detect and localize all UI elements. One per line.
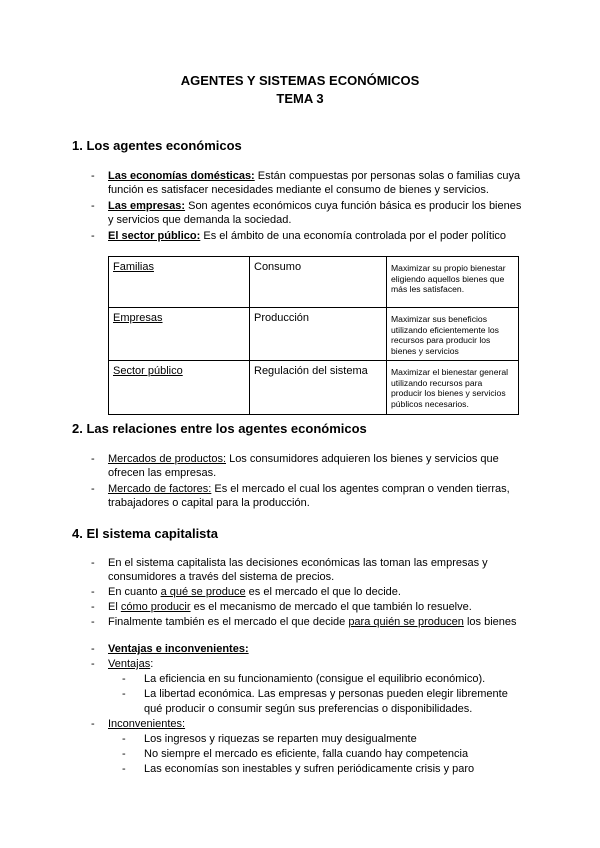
list-item (108, 452, 499, 467)
item-text: Es el mercado el cual los agentes compran o venden tierras, (211, 483, 510, 495)
document-title: AGENTES Y SISTEMAS ECONÓMICOS (180, 73, 420, 88)
term: Mercados de productos: (108, 453, 227, 465)
bullet-dash: - (91, 586, 95, 598)
term: Las economías domésticas: (108, 170, 255, 182)
pros-cons-heading: Ventajas e inconvenientes: (108, 643, 249, 655)
term: para quién se producen (348, 616, 464, 628)
goal-line: bienes y servicios (391, 345, 459, 356)
goal-line: utilizando eficientemente los (391, 324, 499, 335)
bullet-dash: - (122, 763, 126, 775)
bullet-dash: - (122, 673, 126, 685)
section-heading-capitalism: 4. El sistema capitalista (72, 526, 218, 541)
item-text: Son agentes económicos cuya función básica es producir los bienes (185, 200, 522, 212)
list-item (108, 600, 472, 615)
goal-line: Maximizar el bienestar general (391, 367, 509, 377)
label-text: Inconvenientes: (108, 718, 186, 730)
table-cell-role: Producción (250, 308, 387, 361)
bullet-dash: - (91, 170, 95, 182)
item-text: Están compuestas por personas solas o familias cuya (254, 170, 521, 182)
table-cell-role: Regulación del sistema (250, 361, 387, 415)
bullet-dash: - (91, 230, 95, 242)
table-cell-agent (109, 361, 250, 415)
label-text: Ventajas (108, 658, 151, 670)
item-text: Los consumidores adquieren los bienes y servicios que (226, 453, 499, 465)
list-item (108, 585, 401, 600)
table-cell-agent (109, 308, 250, 361)
table-row (109, 361, 519, 415)
term: Mercado de factores: (108, 483, 212, 495)
goal-line: más les satisfacen. (391, 284, 465, 294)
agent-name: Sector público (113, 365, 183, 377)
bullet-dash: - (91, 643, 95, 655)
list-item: La libertad económica. Las empresas y personas pueden elegir libremente (144, 688, 508, 700)
item-text: es el mecanismo de mercado el que también lo resuelve. (190, 601, 472, 613)
item-text: Es el ámbito de una economía controlada por el poder político (200, 230, 507, 242)
bullet-dash: - (91, 483, 95, 495)
table-cell-goal (387, 308, 519, 361)
list-item (108, 615, 517, 630)
list-item (108, 199, 521, 214)
agents-table (108, 256, 519, 415)
bullet-dash: - (122, 748, 126, 760)
item-text: El (108, 601, 121, 613)
goal-line: producir los bienes y servicios (391, 388, 506, 398)
bullet-dash: - (91, 557, 95, 569)
section-heading-relations: 2. Las relaciones entre los agentes económicos (72, 421, 367, 436)
bullet-dash: - (91, 601, 95, 613)
agent-name: Empresas (113, 312, 163, 324)
item-text: es el mercado el que lo decide. (245, 586, 401, 598)
list-item: No siempre el mercado es eficiente, falla cuando hay competencia (144, 748, 469, 760)
term: cómo producir (120, 601, 191, 613)
table-cell-agent (109, 257, 250, 308)
table-row (109, 257, 519, 308)
paragraph-line: En el sistema capitalista las decisiones económicas las toman las empresas y (108, 557, 488, 569)
bullet-dash: - (91, 200, 95, 212)
list-item-continuation: qué producir o consumir según sus preferencias o disponibilidades. (144, 703, 473, 715)
list-item (108, 482, 510, 497)
bullet-dash: - (91, 658, 95, 670)
list-item-continuation: ofrecen las empresas. (108, 467, 217, 479)
term: a qué se produce (160, 586, 246, 598)
list-item: La eficiencia en su funcionamiento (consigue el equilibrio económico). (144, 673, 486, 685)
item-text: En cuanto (108, 586, 161, 598)
section-heading-agents: 1. Los agentes económicos (72, 138, 242, 153)
subheading (108, 642, 249, 657)
goal-line: Maximizar su propio bienestar (391, 263, 506, 273)
list-item (108, 169, 520, 184)
paragraph-line: consumidores a través del sistema de precios. (108, 571, 335, 583)
bullet-dash: - (91, 616, 95, 628)
goal-line: Maximizar sus beneficios (391, 314, 487, 324)
table-cell-role: Consumo (250, 257, 387, 308)
list-item: Las economías son inestables y sufren periódicamente crisis y paro (144, 763, 475, 775)
term: El sector público: (108, 230, 201, 242)
list-item-continuation: función es satisfacer necesidades mediante el consumo de bienes y servicios. (108, 184, 489, 196)
goal-line: utilizando recursos para (391, 377, 483, 388)
list-item (108, 229, 506, 244)
ventajas-label (108, 657, 153, 672)
item-text: los bienes (463, 616, 517, 628)
inconvenientes-label (108, 717, 185, 732)
document-subtitle: TEMA 3 (276, 91, 324, 106)
goal-line: recursos para producir los (391, 335, 491, 345)
list-item: Los ingresos y riquezas se reparten muy desigualmente (144, 733, 417, 745)
table-cell-goal (387, 257, 519, 308)
item-text: Finalmente también es el mercado el que decide (108, 616, 349, 628)
label-colon: : (150, 658, 154, 670)
agent-name: Familias (113, 261, 154, 273)
bullet-dash: - (122, 688, 126, 700)
table-row (109, 308, 519, 361)
table-cell-goal (387, 361, 519, 415)
list-item-continuation: trabajadores o capital para la producción. (108, 497, 310, 509)
term: Las empresas: (108, 200, 186, 212)
bullet-dash: - (122, 733, 126, 745)
goal-line: públicos necesarios. (391, 398, 469, 409)
bullet-dash: - (91, 718, 95, 730)
list-item-continuation: y servicios que demanda la sociedad. (108, 214, 292, 226)
goal-line: eligiendo aquellos bienes que (391, 273, 505, 284)
bullet-dash: - (91, 453, 95, 465)
